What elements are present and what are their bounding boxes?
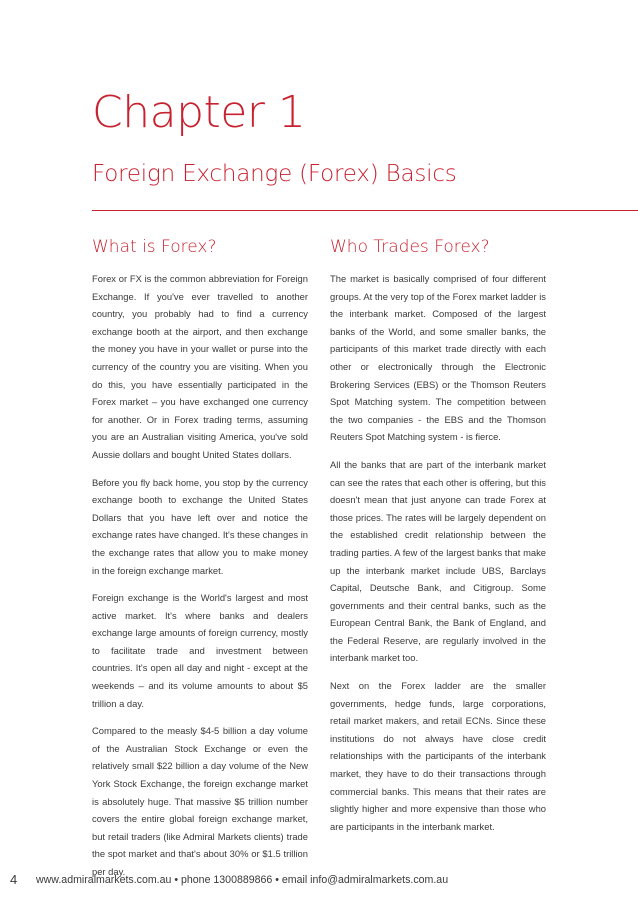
what-is-forex-section: [92, 236, 308, 891]
body-paragraph: Before you fly back home, you stop by the currency exchange booth to exchange the United States Dollars that you have left over and notice the exchange rates have changed. It's these changes in the exchange rates that allow you to make money in the foreign exchange market.: [92, 476, 309, 576]
body-paragraph: The market is basically comprised of four different groups. At the very top of the Forex market ladder is the interbank market. Composed of the largest banks of the World, and some smaller banks, the participants of this market trade directly with each other or electronically through the Electronic Brokering Services (EBS) or the Thomson Reuters Spot Matching system. The competition between the two companies - the EBS and the Thomson Reuters Spot Matching system - is fierce.: [330, 273, 546, 443]
body-paragraph: All the banks that are part of the interbank market can see the rates that each other is offering, but this doesn't mean that just anyone can trade Forex at those prices. The rates will be largely dependent on the established credit relationship between the trading parties. A few of the largest banks that make up the interbank market include UBS, Barclays Capital, Deutsche Bank, and Citigroup. Some governments and their central banks, such as the European Central Bank, the Bank of England, and the Federal Reserve, are regularly involved in the interbank market too.: [330, 458, 546, 664]
chapter-subtitle: Foreign Exchange (Forex) Basics: [92, 161, 457, 187]
body-paragraph: Compared to the measly $4-5 billion a day volume of the Australian Stock Exchange or even the relatively small $22 billion a day volume of the New York Stock Exchange, the foreign exchange market is absolutely huge. That massive $5 trillion number covers the entire global foreign exchange market, but retail traders (like Admiral Markets clients) trade the spot market and that's about 30% or $1.5 trillion per day.: [92, 725, 308, 877]
body-paragraph: Forex or FX is the common abbreviation for Foreign Exchange. If you've ever travelled to another country, you probably had to find a currency exchange booth at the airport, and then exchange the money you have in your wallet or purse into the currency of the country you are visiting. When you do this, you have essentially participated in the Forex market – you have exchanged one currency for another. Or in Forex trading terms, assuming you are an Australian visiting America, you've sold Aussie dollars and bought United States dollars.: [92, 273, 308, 460]
section-heading-who-trades-forex: Who Trades Forex?: [330, 237, 490, 257]
header-divider: [92, 210, 638, 211]
section-heading-what-is-forex: What is Forex?: [92, 237, 217, 257]
body-paragraph: Next on the Forex ladder are the smaller governments, hedge funds, large corporations, retail market makers, and retail ECNs. Since these institutions do not always have close credit relationships with the participants of the interbank market, they have to do their transactions through commercial banks. This means that their rates are slightly higher and more expensive than those who are participants in the interbank market.: [330, 680, 546, 832]
who-trades-forex-section: [330, 236, 546, 845]
page-footer: [0, 871, 638, 889]
chapter-title: Chapter 1: [92, 87, 306, 138]
footer-contact-text: www.admiralmarkets.com.au • phone 1300889866 • email info@admiralmarkets.com.au: [36, 874, 449, 886]
page-number: 4: [10, 872, 18, 887]
body-paragraph: Foreign exchange is the World's largest and most active market. It's where banks and dealers exchange large amounts of foreign currency, mostly to facilitate trade and investment between countries. It's open all day and night - except at the weekends – and its volume amounts to about $5 trillion a day.: [92, 592, 308, 709]
